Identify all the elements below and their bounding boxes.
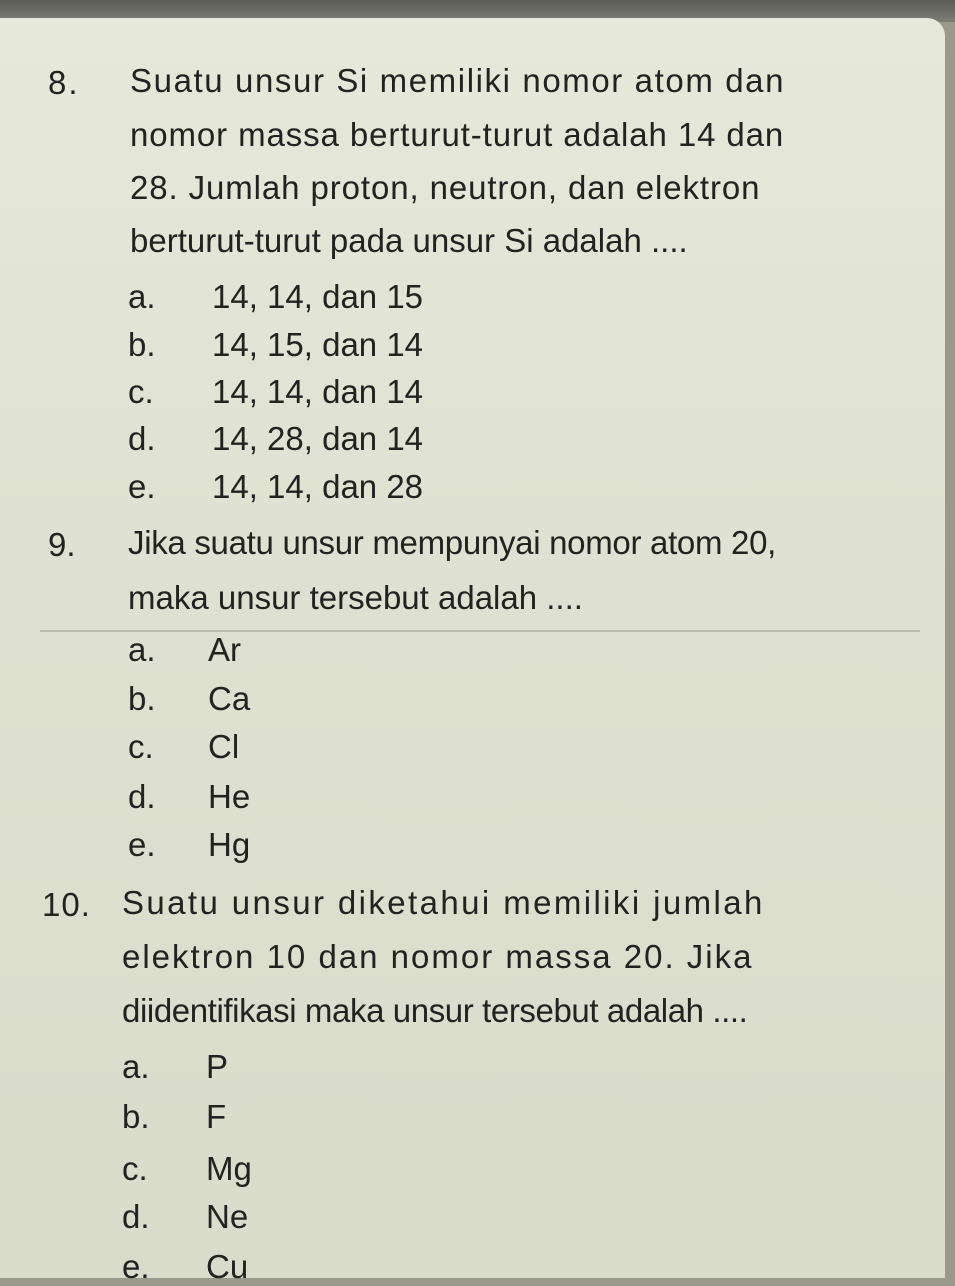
option-letter: b. [122, 1098, 150, 1135]
option-letter: b. [128, 680, 156, 717]
option-letter: a. [128, 631, 156, 668]
option-text: 14, 15, dan 14 [212, 326, 424, 363]
question-text-line: Suatu unsur Si memiliki nomor atom dan [130, 62, 786, 99]
option-letter: e. [128, 826, 156, 863]
option-text: Cl [208, 728, 240, 765]
option-text: Ca [208, 680, 251, 717]
question-text-line: maka unsur tersebut adalah .... [128, 579, 583, 616]
question-number: 8. [48, 64, 80, 101]
question-number: 9. [48, 526, 76, 563]
question-text-line: Suatu unsur diketahui memiliki jumlah [122, 884, 765, 921]
question-text-line: berturut-turut pada unsur Si adalah .... [130, 222, 688, 259]
question-number: 10. [42, 886, 91, 923]
option-letter: c. [128, 728, 154, 765]
option-text: Ne [206, 1198, 249, 1235]
option-letter: d. [128, 420, 156, 457]
option-text: 14, 28, dan 14 [212, 420, 424, 457]
option-text: Cu [206, 1248, 249, 1285]
option-letter: c. [128, 373, 154, 410]
option-text: F [206, 1098, 227, 1135]
option-text: Hg [208, 826, 251, 863]
option-text: Mg [206, 1150, 252, 1187]
question-text-line: Jika suatu unsur mempunyai nomor atom 20, [128, 524, 777, 561]
question-text-line: diidentifikasi maka unsur tersebut adalah .... [122, 992, 748, 1029]
option-text: 14, 14, dan 28 [212, 468, 424, 505]
question-text-line: 28. Jumlah proton, neutron, dan elektron [130, 169, 761, 206]
option-letter: c. [122, 1150, 148, 1187]
option-letter: a. [128, 278, 156, 315]
option-letter: b. [128, 326, 156, 363]
option-letter: a. [122, 1048, 150, 1085]
option-text: Ar [208, 631, 241, 668]
question-text-line: elektron 10 dan nomor massa 20. Jika [122, 938, 754, 975]
option-text: P [206, 1048, 229, 1085]
option-text: 14, 14, dan 14 [212, 373, 424, 410]
option-letter: e. [122, 1248, 150, 1285]
option-letter: e. [128, 468, 156, 505]
option-letter: d. [128, 778, 156, 815]
divider-line [40, 630, 920, 632]
option-text: 14, 14, dan 15 [212, 278, 424, 315]
option-letter: d. [122, 1198, 150, 1235]
worksheet-page [0, 18, 945, 1285]
question-text-line: nomor massa berturut-turut adalah 14 dan [130, 116, 785, 153]
option-text: He [208, 778, 251, 815]
